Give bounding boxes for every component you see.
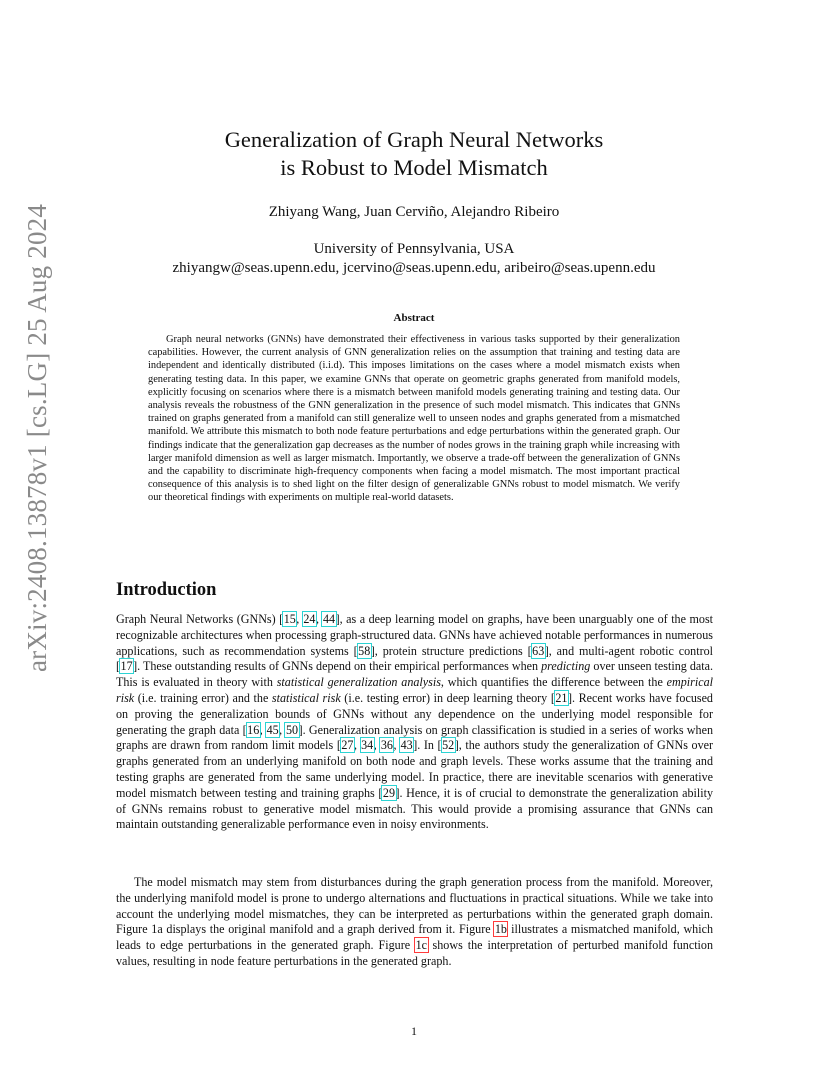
- citation-link[interactable]: 50: [285, 722, 299, 737]
- affiliation: University of Pennsylvania, USA: [313, 241, 515, 257]
- citation-link[interactable]: 36: [380, 738, 393, 753]
- figure-reference-link[interactable]: 1c: [415, 938, 428, 953]
- citation-link[interactable]: 43: [400, 738, 413, 753]
- citation-link[interactable]: 45: [266, 722, 279, 737]
- affiliation-block: [100, 240, 728, 278]
- text-span: (i.e. testing error) in deep learning theory [: [340, 690, 555, 705]
- emphasis-text: predicting: [541, 659, 591, 674]
- intro-paragraph-1: Graph Neural Networks (GNNs) [15, 24, 44], as a deep learning model on graphs, have been unarguably one of the most recognizable architectures when processing graph-structured data. GNNs have achieved notable performances in numerous applications, such as recommendation systems [58], protein structure predictions [63], and multi-agent robotic control [17]. These outstanding results of GNNs depend on their empirical performances when predicting over unseen testing data. This is evaluated in theory with statistical generalization analysis, which quantifies the difference between the empirical risk (i.e. training error) and the statistical risk (i.e. testing error) in deep learning theory [21]. Recent works have focused on proving the generalization bounds of GNNs without any dependence on the underlying model responsible for generating the graph data [16, 45, 50]. Generalization analysis on graph classification is studied in a series of works when graphs are drawn from random limit models [27, 34, 36, 43]. In [52], the authors study the generalization of GNNs over graphs generated from an underlying manifold on both node and graph levels. These works assume that the training and testing graphs are generated from the same underlying model. In practice, there are inevitable scenarios with generative model mismatch between testing and training graphs [29]. Hence, it is of crucial to demonstrate the generalization ability of GNNs remains robust to generative model mismatch. This would provide a promising assurance that GNNs can maintain outstanding generalizable performance even in noisy environments.: [116, 612, 714, 832]
- title-line-2: is Robust to Model Mismatch: [280, 155, 548, 180]
- text-span: ]. Hence, it is of crucial to demonstrate the generalization ability of GNNs remains robust to generative model mismatch. This would provide a promising assurance that GNNs can maintain outstanding generalizable performance even in noisy environments.: [116, 785, 713, 832]
- citation-link[interactable]: 34: [361, 738, 374, 753]
- emphasis-text: empirical risk: [116, 675, 714, 705]
- citation-link[interactable]: 21: [555, 690, 568, 705]
- citation-link[interactable]: 15: [283, 612, 296, 626]
- intro-paragraph-2: [116, 875, 713, 970]
- text-span: ], and multi-agent robotic control [: [116, 643, 713, 674]
- citation-link[interactable]: 16: [247, 722, 260, 737]
- paper-title: [100, 126, 728, 182]
- citation-link[interactable]: 52: [442, 738, 455, 753]
- figure-reference-link[interactable]: 1b: [494, 922, 507, 937]
- text-span: ], as a deep learning model on graphs, have been unarguably one of the most recognizable architectures when processing graph-structured data. GNNs have achieved notable performances in numerous applications, such as recommendation systems [: [116, 612, 714, 658]
- title-line-1: Generalization of Graph Neural Networks: [224, 127, 604, 152]
- text-span: ], protein structure predictions [: [370, 643, 532, 658]
- text-span: Graph Neural Networks (GNNs) [: [116, 612, 284, 626]
- text-span: ]. Recent works have focused on proving the generalization bounds of GNNs without any dependence on the underlying model responsible for generating the graph data [: [116, 690, 713, 737]
- author-list: Zhiyang Wang, Juan Cerviño, Alejandro Ribeiro: [268, 204, 560, 220]
- citation-link[interactable]: 29: [382, 785, 395, 800]
- text-span: ]. These outstanding results of GNNs depend on their empirical performances when: [133, 659, 542, 674]
- citation-link[interactable]: 17: [120, 659, 133, 674]
- text-span: ], the authors study the generalization of GNNs over graphs generated from an underlying manifold on both node and graph levels. These works assume that the training and testing graphs are generated from the same underlying model. In practice, there are inevitable scenarios with generative model mismatch between testing and training graphs [: [116, 738, 714, 800]
- arxiv-identifier-stamp: arXiv:2408.13878v1 [cs.LG] 25 Aug 2024: [22, 203, 52, 672]
- text-span: (i.e. training error) and the: [134, 690, 272, 705]
- page-number: 1: [411, 1024, 417, 1038]
- emphasis-text: statistical risk: [271, 690, 341, 705]
- citation-link[interactable]: 58: [358, 643, 371, 658]
- author-emails: zhiyangw@seas.upenn.edu, jcervino@seas.upenn.edu, aribeiro@seas.upenn.edu: [172, 260, 656, 276]
- abstract-text: Graph neural networks (GNNs) have demonstrated their effectiveness in various tasks supported by their generalization capabilities. However, the current analysis of GNN generalization relies on the assumption that training and testing data are independent and identically distributed (i.i.d). This imposes limitations on the cases where a model mismatch exists when generating testing data. In this paper, we examine GNNs that operate on geometric graphs generated from manifold models, explicitly focusing on scenarios where there is a mismatch between manifold models generating training and testing data. Our analysis reveals the robustness of the GNN generalization in the presence of such model mismatch. This indicates that GNNs trained on graphs generated from a manifold can still generalize well to unseen nodes and graphs generated from a mismatched manifold. We attribute this mismatch to both node feature perturbations and edge perturbations within the generated graph. Our findings indicate that the generalization gap decreases as the number of nodes grows in the training graph while increasing with larger manifold dimension as well as larger mismatch. Importantly, we observe a trade-off between the generalization of GNNs and the capability to discriminate high-frequency components when facing a model mismatch. The most important practical consequence of this analysis is to shed light on the filter design of generalizable GNNs robust to model mismatch. We verify our theoretical findings with experiments on multiple real-world datasets.: [148, 334, 680, 504]
- citation-link[interactable]: 44: [322, 612, 336, 626]
- text-span: shows the interpretation of perturbed manifold function values, resulting in node feature perturbations in the generated graph.: [116, 938, 714, 968]
- citation-link[interactable]: 63: [532, 643, 545, 658]
- citation-link[interactable]: 24: [303, 612, 316, 626]
- text-span: over unseen testing data. This is evaluated in theory with: [116, 659, 713, 690]
- citation-link[interactable]: 27: [341, 738, 354, 753]
- abstract-heading: Abstract: [393, 312, 435, 324]
- text-span: , which quantifies the difference between the: [440, 675, 667, 690]
- text-span: ]. Generalization analysis on graph classification is studied in a series of works when graphs are drawn from random limit models [: [116, 722, 714, 753]
- text-span: The model mismatch may stem from disturbances during the graph generation process from the manifold. Moreover, the underlying manifold model is prone to undergo alternations and fluctuations in practical situations. While we take into account the underlying model mismatches, they can be interpreted as perturbations within the generated graph domain. Figure 1a displays the original manifold and a graph derived from it. Figure: [116, 875, 713, 937]
- text-span: ]. In [: [413, 738, 442, 753]
- section-heading-introduction: Introduction: [116, 580, 217, 600]
- emphasis-text: statistical generalization analysis: [276, 675, 441, 690]
- text-span: illustrates a mismatched manifold, which leads to edge perturbations in the generated graph. Figure: [116, 922, 713, 953]
